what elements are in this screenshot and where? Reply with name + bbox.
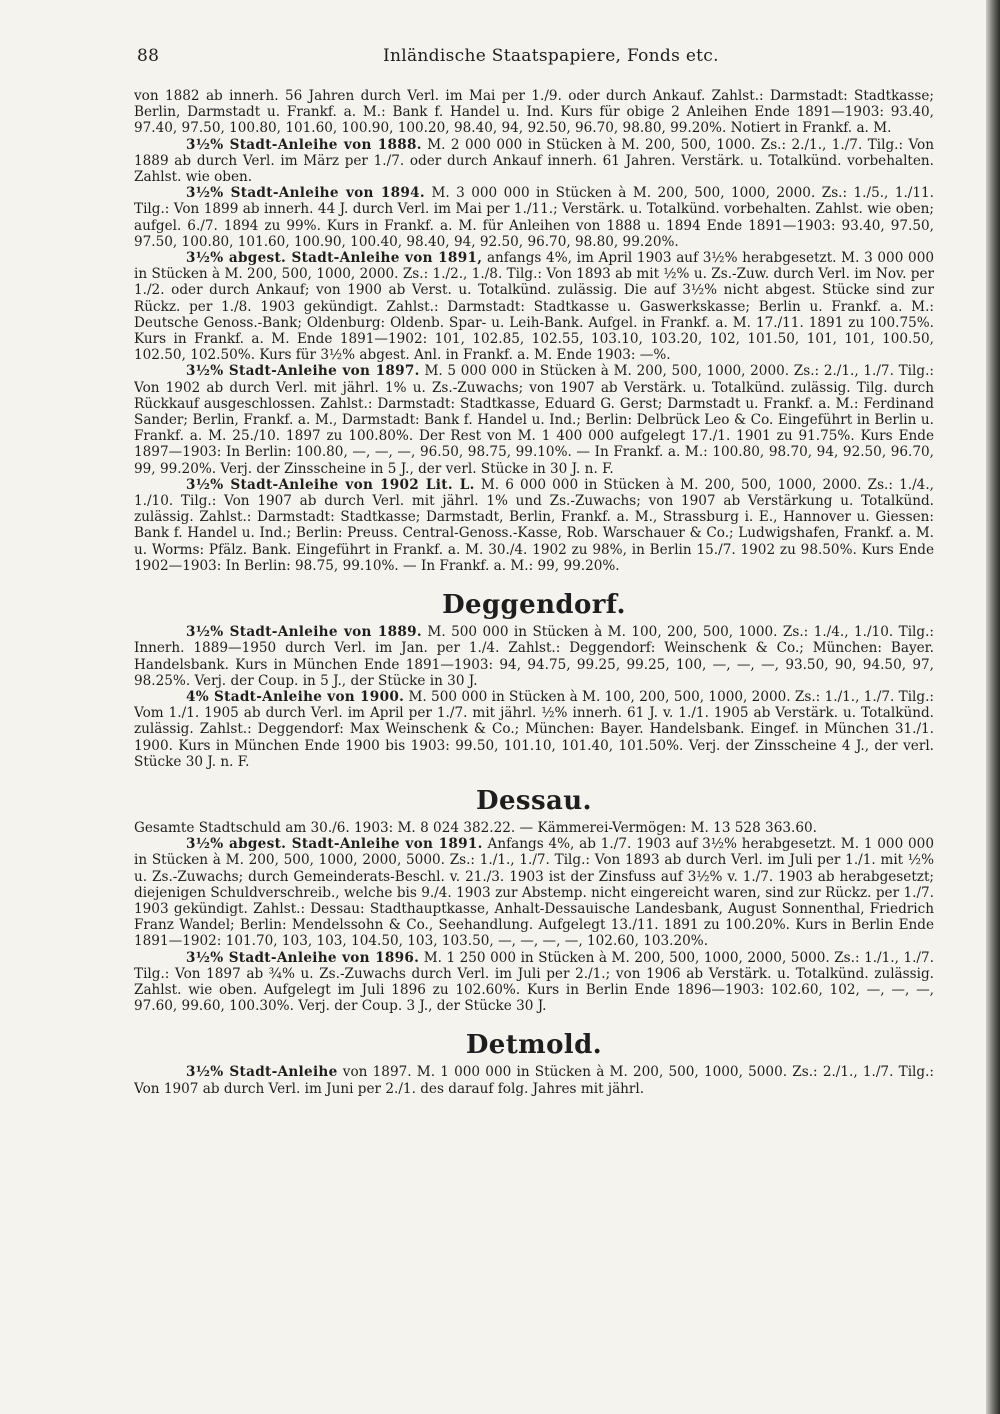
loan-entry [134, 363, 934, 476]
loan-text: Anfangs 4%, ab 1./7. 1903 auf 3½% herabgesetzt. M. 1 000 000 in Stücken à M. 200, 500, 1000, 2000, 5000. Zs.: 1./1., 1./7. Tilg.: Von 1893 ab durch Verl. im Juli per 1./1. mit ½% u. Zs.-Zuwachs; durch Gemeinderats-Beschl. v. 21./3. 1903 ist der Zinsfuss auf 3½% v. 1./7. 1903 ab herabgesetzt; diejenigen Schuldverschreib., welche bis 9./4. 1903 zur Abstemp. nicht eingereicht waren, sind zur Rückz. per 1./7. 1903 gekündigt. Zahlst.: Dessau: Stadthauptkasse, Anhalt-Dessauische Landesbank, August Sonnenthal, Friedrich Franz Wandel; Berlin: Mendelssohn & Co., Seehandlung. Aufgelegt 13./11. 1891 zu 100.20%. Kurs in Berlin Ende 1891—1902: 101.70, 103, 103, 104.50, 103, 103.50, —, —, —, —, 102.60, 103.20%. [134, 836, 934, 950]
loan-title: 3½% Stadt-Anleihe von 1896. [186, 949, 420, 966]
loan-entry [134, 250, 934, 363]
loan-entry [134, 836, 934, 949]
page-number: 88 [137, 46, 160, 66]
loan-title: 3½% Stadt-Anleihe von 1888. [186, 136, 422, 153]
running-title: Inländische Staatspapiere, Fonds etc. [383, 46, 719, 66]
loan-entry [134, 477, 934, 574]
page-header [137, 46, 937, 70]
section-deggendorf [134, 624, 934, 770]
city-heading-detmold: Detmold. [465, 1030, 603, 1061]
loan-text: anfangs 4%, im April 1903 auf 3½% herabgesetzt. M. 3 000 000 in Stücken à M. 200, 500, 1000, 2000. Zs.: 1./2., 1./8. Tilg.: Von 1893 ab mit ½% u. Zs.-Zuw. durch Verl. im Nov. per 1./2. oder durch Ankauf; von 1900 ab Verst. u. Totalkünd. zulässig. Die auf 3½% nicht abgest. Stücke sind zur Rückz. per 1./8. 1903 gekündigt. Zahlst.: Darmstadt: Stadtkasse u. Gaswerkskasse; Berlin u. Frankf. a. M.: Deutsche Genoss.-Bank; Oldenburg: Oldenb. Spar- u. Leih-Bank. Aufgel. in Frankf. a. M. 17./11. 1891 zu 100.75%. Kurs in Frankf. a. M. Ende 1891—1902: 101, 102.85, 102.55, 103.10, 103.20, 102, 101.50, 101, 101, 100.50, 102.50, 102.50%. Kurs für 3½% abgest. Anl. in Frankf. a. M. Ende 1903: —%. [134, 250, 934, 364]
paragraph-text: Gesamte Stadtschuld am 30./6. 1903: M. 8 024 382.22. — Kämmerei-Vermögen: M. 13 528 363.60. [134, 819, 817, 836]
loan-entry [134, 137, 934, 186]
city-heading-dessau: Dessau. [476, 785, 592, 816]
loan-text: M. 2 000 000 in Stücken à M. 200, 500, 1000. Zs.: 2./1., 1./7. Tilg.: Von 1889 ab durch Verl. im März per 1./7. oder durch Ankauf innerh. 61 Jahren. Verstärk. u. Totalkünd. vorbehalten. Zahlst. wie oben. [134, 136, 934, 186]
paragraph [134, 88, 934, 137]
loan-entry [134, 185, 934, 250]
loan-title: 3½% Stadt-Anleihe von 1897. [186, 363, 420, 380]
paragraph [134, 820, 934, 836]
loan-title: 4% Stadt-Anleihe von 1900. [186, 688, 405, 705]
section-darmstadt-continued [134, 88, 934, 574]
section-detmold [134, 1064, 934, 1096]
document-body [134, 88, 934, 1388]
loan-title: 3½% Stadt-Anleihe von 1894. [186, 185, 425, 202]
loan-text: von 1897. M. 1 000 000 in Stücken à M. 200, 500, 1000, 5000. Zs.: 2./1., 1./7. Tilg.: Von 1907 ab durch Verl. im Juni per 2./1. des darauf folg. Jahres mit jährl. [134, 1064, 934, 1097]
loan-entry [134, 624, 934, 689]
loan-title: 3½% Stadt-Anleihe von 1902 Lit. L. [186, 476, 475, 493]
loan-title: 3½% Stadt-Anleihe von 1889. [186, 624, 422, 641]
loan-text: M. 500 000 in Stücken à M. 100, 200, 500, 1000, 2000. Zs.: 1./1., 1./7. Tilg.: Vom 1./1. 1905 ab durch Verl. im April per 1./7. mit jährl. ½% innerh. 61 J. v. 1./1. 1905 ab Verstärk. u. Totalkünd. zulässig. Zahlst.: Deggendorf: Max Weinschenk & Co.; München: Bayer. Handelsbank. Eingef. in München 31./1. 1900. Kurs in München Ende 1900 bis 1903: 99.50, 101.10, 101.40, 101.50%. Verj. der Zinsscheine 4 J., der verl. Stücke 30 J. n. F. [134, 688, 934, 770]
loan-text: M. 3 000 000 in Stücken à M. 200, 500, 1000, 2000. Zs.: 1./5., 1./11. Tilg.: Von 1899 ab innerh. 44 J. durch Verl. im Mai per 1./11.; Verstärk. u. Totalkünd. vorbehalten. Zahlst. wie oben; aufgel. 6./7. 1894 zu 99%. Kurs in Frankf. a. M. für Anleihen von 1888 u. 1894 Ende 1891—1903: 93.40, 97.50, 97.50, 100.80, 101.60, 100.90, 100.40, 98.40, 94, 92.50, 96.70, 98.80, 99.20%. [134, 185, 934, 250]
city-heading-deggendorf: Deggendorf. [442, 590, 626, 621]
loan-entry [134, 689, 934, 770]
loan-title: 3½% Stadt-Anleihe [186, 1064, 338, 1081]
loan-text: M. 1 250 000 in Stücken à M. 200, 500, 1000, 2000, 5000. Zs.: 1./1., 1./7. Tilg.: Von 1897 ab ¾% u. Zs.-Zuwachs durch Verl. im Juli per 2./1.; von 1906 ab Verstärk. u. Totalkünd. zulässig. Zahlst. wie oben. Aufgelegt im Juli 1896 zu 102.60%. Kurs in Berlin Ende 1896—1903: 102.60, 102, —, —, —, 97.60, 99.60, 100.30%. Verj. der Coup. 3 J., der Stücke 30 J. [134, 949, 934, 1015]
loan-text: M. 6 000 000 in Stücken à M. 200, 500, 1000, 2000. Zs.: 1./4., 1./10. Tilg.: Von 1907 ab durch Verl. mit jährl. 1% und Zs.-Zuwachs; von 1907 ab Verstärkung u. Totalkünd. zulässig. Zahlst.: Darmstadt: Stadtkasse; Darmstadt, Berlin, Frankf. a. M., Strassburg i. E., Hannover u. Giessen: Bank f. Handel u. Ind.; Berlin: Preuss. Central-Genoss.-Kasse, Rob. Warschauer & Co.; Ludwigshafen, Frankf. a. M. u. Worms: Pfälz. Bank. Eingeführt in Frankf. a. M. 30./4. 1902 zu 98%, in Berlin 15./7. 1902 zu 98.50%. Kurs Ende 1902—1903: In Berlin: 98.75, 99.10%. — In Frankf. a. M.: 99, 99.20%. [134, 476, 934, 574]
section-dessau [134, 820, 934, 1014]
loan-entry [134, 950, 934, 1015]
loan-title: 3½% abgest. Stadt-Anleihe von 1891. [186, 836, 483, 853]
paragraph-text: von 1882 ab innerh. 56 Jahren durch Verl. im Mai per 1./9. oder durch Ankauf. Zahlst.: Darmstadt: Stadtkasse; Berlin, Darmstadt u. Frankf. a. M.: Bank f. Handel u. Ind. Kurs für obige 2 Anleihen Ende 1891—1903: 93.40, 97.40, 97.50, 100.80, 101.60, 100.90, 100.20, 98.40, 94, 92.50, 96.70, 98.80, 99.20%. Notiert in Frankf. a. M. [134, 88, 934, 137]
loan-text: M. 5 000 000 in Stücken à M. 200, 500, 1000, 2000. Zs.: 2./1., 1./7. Tilg.: Von 1902 ab durch Verl. mit jährl. 1% u. Zs.-Zuwachs; von 1907 ab Verstärk. u. Totalkünd. zulässig. Tilg. durch Rückkauf ausgeschlossen. Zahlst.: Darmstadt: Stadtkasse, Eduard G. Gerst; Darmstadt u. Frankf. a. M.: Ferdinand Sander; Berlin, Frankf. a. M., Darmstadt: Bank f. Handel u. Ind.; Berlin: Delbrück Leo & Co. Eingeführt in Berlin u. Frankf. a. M. 25./10. 1897 zu 100.80%. Der Rest von M. 1 400 000 aufgelegt 17./1. 1901 zu 91.75%. Kurs Ende 1897—1903: In Berlin: 100.80, —, —, —, 96.50, 98.75, 99.10%. — In Frankf. a. M.: 100.80, 98.70, 94, 92.50, 96.70, 99, 99.20%. Verj. der Zinsscheine in 5 J., der verl. Stücke in 30 J. n. F. [134, 363, 934, 477]
page-edge-shadow [986, 0, 1000, 1414]
loan-text: M. 500 000 in Stücken à M. 100, 200, 500, 1000. Zs.: 1./4., 1./10. Tilg.: Innerh. 1889—1950 durch Verl. im Jan. per 1./4. Zahlst.: Deggendorf: Weinschenk & Co.; München: Bayer. Handelsbank. Kurs in München Ende 1891—1903: 94, 94.75, 99.25, 99.25, 100, —, —, —, 93.50, 90, 94.50, 97, 98.25%. Verj. der Coup. in 5 J., der Stücke in 30 J. [134, 624, 934, 689]
loan-title: 3½% abgest. Stadt-Anleihe von 1891, [186, 250, 483, 267]
loan-entry [134, 1064, 934, 1096]
